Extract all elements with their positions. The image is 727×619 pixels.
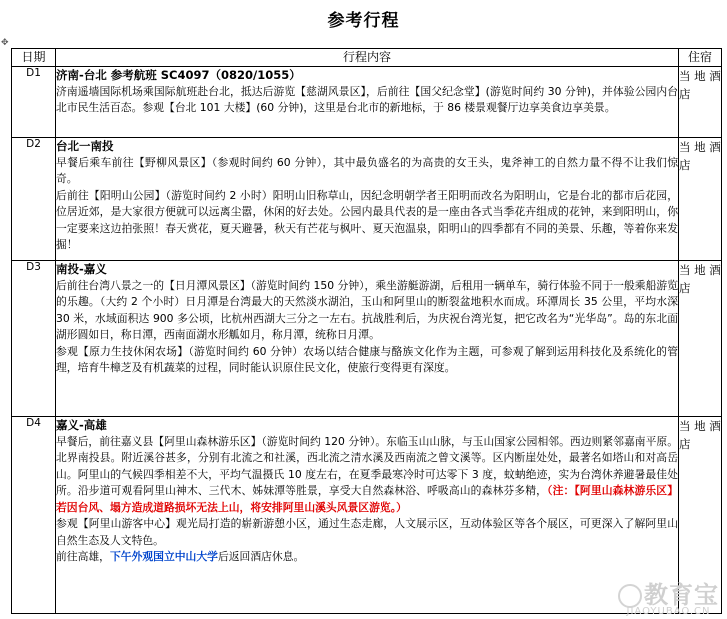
table-row [12,417,722,614]
paragraph-text: 济南遥墙国际机场乘国际航班赴台北，抵达后游览【慈湖风景区】，后前往【国父纪念堂】(游览时间约 30 分钟)，并体验公园内台北市民生活百态。参观【台北 101 大楼】(60 分钟)，这里是台北市的新地标，于 86 楼景观餐厅边享美食边享美景。 [56,84,678,114]
day-cell: D1 [12,67,56,138]
watermark-en: JIAOYUBAO.CN [626,606,711,617]
paragraph-text: 参观【原力生技休闲农场】（游览时间约 60 分钟）农场以结合健康与酪族文化作为主题，可参观了解到运用科技化及系统化的管理，培育牛樟芝及有机蔬菜的过程，同时能认识原住民文化，使旅行变得更有深度。 [56,344,678,374]
day-cell: D2 [12,138,56,261]
header-hotel: 住宿 [679,49,722,67]
route-title: 台北一南投 [56,139,114,153]
note-text: （注：【阿里山森林游乐区】若因台风、塌方造成道路损坏无法上山，将安排阿里山溪头风景区游览。） [56,484,679,514]
content-cell [56,417,679,614]
hotel-cell: 当 地 酒店 [679,417,722,614]
day-cell: D3 [12,261,56,417]
hotel-cell: 当 地 酒店 [679,67,722,138]
highlight-text: 下午外观国立中山大学 [109,550,218,563]
content-cell [56,261,679,417]
paragraph-text: 后前往台湾八景之一的【日月潭风景区】（游览时间约 150 分钟），乘坐游艇游湖，后租用一辆单车，骑行体验不同于一般乘船游览的乐趣。（大约 2 个小时）日月潭是台湾最大的天然淡水湖泊，玉山和阿里山的断裂盆地积水而成。环潭周长 35 公里，平均水深 30 米，水域面积达 900 多公顷，比杭州西湖大三分之一左右。抗战胜利后，为庆祝台湾光复，把它改名为“光华岛”。岛的东北面湖形圆如日，称日潭，西南面湖水形觚如月，称月潭，统称日月潭。 [56,278,678,341]
header-content: 行程内容 [56,49,679,67]
route-title: 南投-嘉义 [56,262,107,276]
header-day: 日期 [12,49,56,67]
route-title: 嘉义-高雄 [56,418,107,432]
itinerary-paragraph [56,84,678,117]
watermark-cn: 教育宝 [644,581,719,609]
paragraph-text: 后返回酒店休息。 [217,550,305,563]
table-row [12,67,722,138]
itinerary-paragraph [56,516,678,549]
content-cell [56,67,679,138]
paragraph-text: 前往高雄， [56,550,110,563]
table-move-handle-icon[interactable]: ✥ [1,38,9,48]
itinerary-paragraph [56,344,678,377]
itinerary-paragraph [56,155,678,188]
itinerary-paragraph [56,278,678,344]
paragraph-text: 参观【阿里山游客中心】观光局打造的崭新游憩小区，通过生态走廊，人文展示区，互动体验区等各个展区，可更深入了解阿里山自然生态及人文特色。 [56,517,678,547]
itinerary-paragraph [56,188,678,254]
hotel-cell: 当 地 酒店 [679,261,722,417]
table-row [12,261,722,417]
paragraph-text: 早餐后乘车前往【野柳风景区】（参观时间约 60 分钟），其中最负盛名的为高贵的女王头，鬼斧神工的自然力量不得不让我们惊奇。 [56,155,678,185]
table-row [12,138,722,261]
paragraph-text: 后前往【阳明山公园】（游览时间约 2 小时）阳明山旧称草山，因纪念明朝学者王阳明而改名为阳明山，它是台北的都市后花园，位居近郊，是大家很方便就可以远离尘嚣，休闲的好去处。公园内最具代表的是一座由各式当季花卉组成的花钟，来到阳明山，你一定要来这边拍张照！春天赏花，夏天避暑，秋天有芒花与枫叶、夏天泡温泉，阳明山的四季都有不同的美景、乐趣，等着你来发掘！ [56,188,678,251]
itinerary-paragraph [56,434,678,517]
page-title: 参考行程 [327,11,400,31]
route-title: 济南-台北 参考航班 SC4097（0820/1055） [56,68,301,82]
itinerary-table [11,48,722,614]
paragraph-text: 早餐后，前往嘉义县【阿里山森林游乐区】（游览时间约 120 分钟）。东临玉山山脉，与玉山国家公园相邻。西边则紧邻嘉南平原。北界南投县。附近溪谷甚多，分别有北流之和社溪，西北流之清水溪及西南流之曾文溪等。区内断崖处处，最著名如塔山和对高岳山。阿里山的气候四季相差不大，平均气温摄氏 10 度左右，在夏季最寒冷时可达零下 3 度，蚊蚋绝迹，实为台湾休养避暑最佳处所。沿步道可观看阿里山神木、三代木、姊妹潭等胜景，享受大自然森林浴、呼吸高山的森林芬多精， [56,434,678,497]
content-cell [56,138,679,261]
table-header-row [12,49,722,67]
itinerary-paragraph [56,549,678,566]
day-cell: D4 [12,417,56,614]
hotel-cell: 当 地 酒店 [679,138,722,261]
